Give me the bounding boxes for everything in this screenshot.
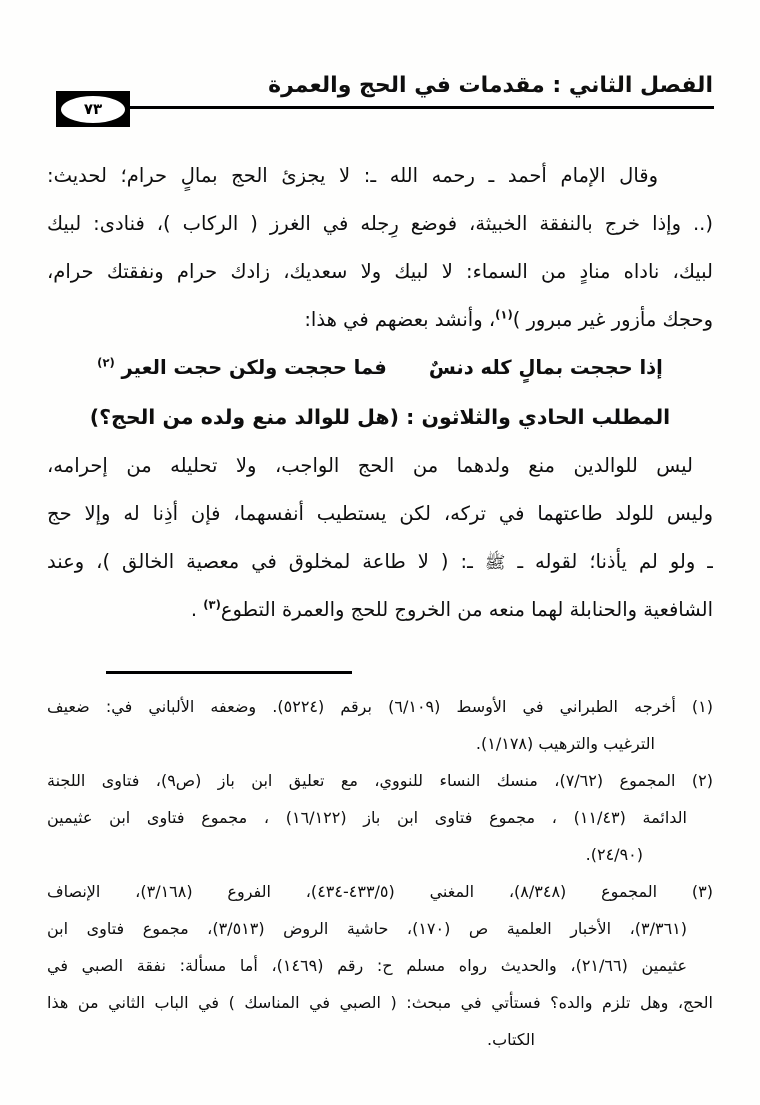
footnote-ref-2: (٢) [97,355,115,370]
body-line: (.. وإذا خرج بالنفقة الخبيثة، فوضع رِجله في الغرز ( الركاب )، فنادى: لبيك [47,212,713,235]
body-line-text: وحجك مأزور غير مبرور ) [512,308,713,331]
pbuh-symbol: ﷺ [484,553,506,573]
footnote-ref-1: (١) [495,307,513,322]
body-line-text: ـ: ( لا طاعة لمخلوق في معصية الخالق )، وعند [47,550,485,573]
footnote-line: عثيمين (٢١/٦٦)، والحديث رواه مسلم ح: رقم (١٤٦٩)، أما مسألة: نفقة الصبي في [47,956,687,975]
footnote-line: (٣) المجموع (٨/٣٤٨)، المغني (٥/⁦٤٣٣-٤٣٤⁩)، الفروع (٣/١٦٨)، الإنصاف [47,882,713,901]
header-rule [126,106,714,109]
footnote-line: الدائمة (١١/٤٣) ، مجموع فتاوى ابن باز (١٦/١٢٢) ، مجموع فتاوى ابن عثيمين [47,808,688,827]
footnote-ref-3: (٣) [203,597,221,612]
footnote-line: (٣/٣٦١)، الأخبار العلمية ص (١٧٠)، حاشية الروض (٣/٥١٣)، مجموع فتاوى ابن [47,919,688,938]
body-line-text: ـ ولو لم يأذنا؛ لقوله ـ [505,550,713,573]
body-line: وليس للولد طاعتهما في تركه، لكن يستطيب أنفسهما، فإن أذِنا له وإلا حج [47,502,713,525]
poetry-verse [47,344,713,392]
footnote-line: الترغيب والترهيب (١/١٧٨). [475,734,655,753]
verse-first-hemistich: إذا حججت بمالٍ كله دنسٌ [428,356,663,379]
footnotes-block [47,688,713,1058]
footnote-line: (٢) المجموع (٧/٦٢)، منسك النساء للنووي، مع تعليق ابن باز (ص٩)، فتاوى اللجنة [47,771,713,790]
footnote-line: (١) أخرجه الطبراني في الأوسط (٦/١٠٩) برقم (٥٢٢٤). وضعفه الألباني في: ضعيف [47,697,713,716]
page-number-badge [56,91,130,127]
body-line [47,538,713,586]
verse-second-hemistich-text: فما حججت ولكن حجت العير [114,356,387,379]
footnote-separator [106,671,352,674]
body-line-text: ، وأنشد بعضهم في هذا: [304,308,496,331]
body-line: لبيك، ناداه منادٍ من السماء: لا لبيك ولا سعديك، زادك حرام ونفقتك حرام، [47,260,713,283]
footnote-line: الكتاب. [486,1030,535,1049]
body-line-text: . [190,598,204,621]
body-text-block [47,152,713,634]
footnote-line: (٢٤/٩٠). [585,845,643,864]
body-line: وقال الإمام أحمد ـ رحمه الله ـ: لا يجزئ الحج بمالٍ حرام؛ لحديث: [47,164,658,187]
body-line [47,586,713,634]
page-number: ٧٣ [61,96,125,123]
body-line: ليس للوالدين منع ولدهما من الحج الواجب، ولا تحليله من إحرامه، [47,454,693,477]
body-line-text: الشافعية والحنابلة لهما منعه من الخروج للحج والعمرة التطوع [220,598,713,621]
footnote-line: الحج، وهل تلزم والده؟ فستأتي في مبحث: ( الصبي في المناسك ) في الباب الثاني من هذا [47,993,713,1012]
chapter-title: الفصل الثاني : مقدمات في الحج والعمرة [268,73,713,98]
section-heading: المطلب الحادي والثلاثون : (هل للوالد منع ولده من الحج؟) [89,405,671,429]
verse-second-hemistich [97,344,387,392]
body-line [47,296,713,344]
